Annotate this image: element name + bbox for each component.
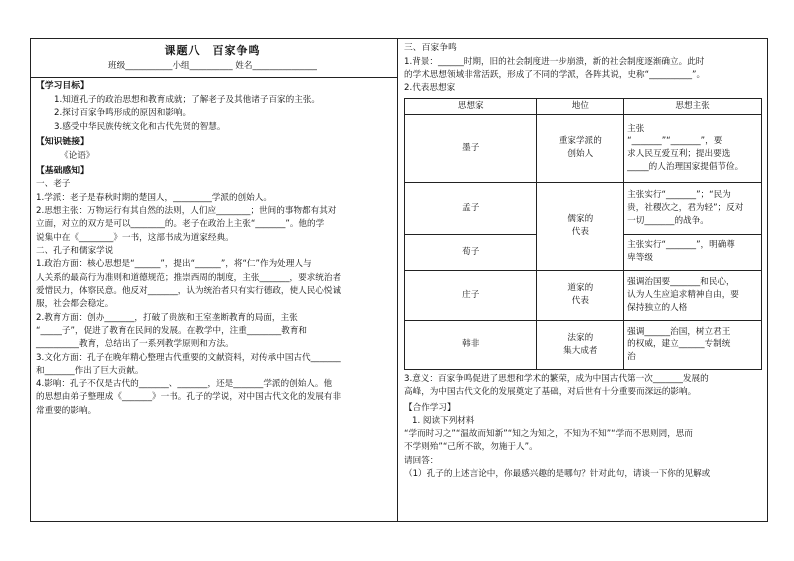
status-line: 重家学派的 xyxy=(558,136,602,147)
significance-line: 3.意义：百家争鸣促进了思想和学术的繁荣，成为中国古代第一次_______发展的 xyxy=(404,373,709,384)
coop-heading: 【合作学习】 xyxy=(404,402,456,413)
kongzi-line: 的思想由弟子整理成《_______》一书。孔子的学说，对中国古代文化的发展有非 xyxy=(36,392,342,403)
page-title: 课题八 百家争鸣 xyxy=(164,44,261,57)
baijia-heading: 三、百家争鸣 xyxy=(404,43,457,53)
background-line: 1.背景：______时期，旧的社会制度进一步崩溃，新的社会制度逐渐确立。此时 xyxy=(404,56,705,67)
kongzi-heading: 二、孔子和儒家学说 xyxy=(36,246,114,257)
thinker-status xyxy=(537,270,624,320)
status-line: 代表 xyxy=(571,296,589,307)
worksheet-page xyxy=(30,38,768,522)
thinkers-table xyxy=(404,98,762,370)
thinker-name: 孟子 xyxy=(405,182,537,234)
thinker-name: 墨子 xyxy=(405,114,537,182)
goal-item: 2.探讨百家争鸣形成的原因和影响。 xyxy=(54,108,192,119)
ideas-line: _____的人治理国家提倡节俭。 xyxy=(627,162,744,173)
table-header-cell: 思想主张 xyxy=(624,98,762,114)
ideas-line: 卑等级 xyxy=(627,253,653,264)
question-prompt: 请回答： xyxy=(404,455,439,466)
ideas-line: 求人民互爱互利；提出要选 xyxy=(627,149,731,160)
thinker-ideas xyxy=(624,320,762,369)
student-info-line: 班级___________小组__________ 姓名_______________ xyxy=(108,61,317,72)
link-heading: 【知识链接】 xyxy=(36,136,89,147)
thinker-status xyxy=(537,114,624,182)
table-row xyxy=(405,114,762,182)
table-header-row xyxy=(405,98,762,114)
ideas-line: 强调______治国，树立君王 xyxy=(627,326,731,337)
thinker-name: 荀子 xyxy=(405,234,537,270)
thinker-ideas xyxy=(624,234,762,270)
goal-item: 1.知道孔子的政治思想和教育成就；了解老子及其他诸子百家的主张。 xyxy=(54,94,321,105)
quote-line: 不学则殆”“己所不欲，勿施于人”。 xyxy=(404,442,538,453)
kongzi-line: 爱惜民力，体察民意。他反对_______，认为统治者只有实行德政，使人民心悦诚 xyxy=(36,285,342,296)
status-line: 法家的 xyxy=(567,332,594,343)
ideas-line: “_______”“_______”，要 xyxy=(627,136,723,147)
kongzi-line: 服，社会都会稳定。 xyxy=(36,299,114,310)
status-line: 创始人 xyxy=(567,149,594,160)
laozi-line: 立面，对立的双方是可以________的。老子在政治上主张“_______”。他的学 xyxy=(36,219,325,230)
laozi-line: 说集中在《________》一书，这部书成为道家经典。 xyxy=(36,232,234,243)
left-column xyxy=(31,39,398,521)
kongzi-line: 2.教育方面：创办_______，打破了贵族和王室垄断教育的局面，主张 xyxy=(36,312,298,323)
thinker-ideas xyxy=(624,182,762,234)
kongzi-line: 4.影响：孔子不仅是古代的_______、_______，还是_______学派的创始人。他 xyxy=(36,379,333,390)
background-line: 的学术思想领域非常活跃，形成了不同的学派，各阵其说，史称“__________”。 xyxy=(404,69,706,80)
status-line: 儒家的 xyxy=(567,214,594,225)
thinker-name: 韩非 xyxy=(405,320,537,369)
ideas-line: 强调治国要_______和民心， xyxy=(627,277,735,288)
thinker-status xyxy=(537,182,624,270)
laozi-line: 1.学派：老子是春秋时期的楚国人，_________学派的创始人。 xyxy=(36,192,272,203)
kongzi-line: __________教育，总结出了一系列教学原则和方法。 xyxy=(36,339,234,350)
table-row xyxy=(405,320,762,369)
table-header-cell: 地位 xyxy=(537,98,624,114)
ideas-line: 治 xyxy=(627,352,636,363)
kongzi-line: 1.政治方面：核心思想是“______”，提出“______”，将“仁”作为处理人与 xyxy=(36,259,312,270)
status-line: 集大成者 xyxy=(563,345,598,356)
status-line: 道家的 xyxy=(567,283,594,294)
table-row xyxy=(405,182,762,234)
quote-line: “学而时习之”“温故而知新”“知之为知之，不知为不知”“学而不思则罔，思而 xyxy=(404,429,693,440)
thinker-ideas xyxy=(624,270,762,320)
divider xyxy=(31,77,397,78)
goal-item: 3.感受中华民族传统文化和古代先贤的智慧。 xyxy=(54,121,226,132)
right-column xyxy=(398,39,767,521)
thinker-name: 庄子 xyxy=(405,270,537,320)
ideas-line: 主张 xyxy=(627,123,645,134)
ideas-line: 主张实行“_______”；“民为 xyxy=(627,190,731,201)
ideas-line: 保持独立的人格 xyxy=(627,302,688,313)
goals-heading: 【学习目标】 xyxy=(36,81,89,92)
significance xyxy=(404,373,763,400)
question-line: （1）孔子的上述言论中，你最感兴趣的是哪句？针对此句，请谈一下你的见解或 xyxy=(404,469,711,480)
ideas-line: 一切_______的战争。 xyxy=(627,215,709,226)
laozi-heading: 一、老子 xyxy=(36,179,71,190)
ideas-line: 贵，社稷次之，君为轻”；反对 xyxy=(627,202,744,213)
laozi-line: 2.思想主张：万物运行有其自然的法则，人们应________；世间的事物都有其对 xyxy=(36,206,337,217)
thinker-status xyxy=(537,320,624,369)
basic-heading: 【基础感知】 xyxy=(36,165,89,176)
status-line: 代表 xyxy=(571,227,589,238)
link-item: 《论语》 xyxy=(60,150,95,161)
table-header-cell: 思想家 xyxy=(405,98,537,114)
reps-heading: 2.代表思想家 xyxy=(404,83,456,94)
significance-line: 高峰，为中国古代文化的发展奠定了基础，对后世有十分重要而深远的影响。 xyxy=(404,387,697,398)
kongzi-line: 和_______作出了巨大贡献。 xyxy=(36,365,144,376)
thinker-ideas xyxy=(624,114,762,182)
kongzi-line: 3.文化方面：孔子在晚年精心整理古代重要的文献资料，对传承中国古代_______ xyxy=(36,352,341,363)
ideas-line: 认为人生应追求精神自由，要 xyxy=(627,289,739,300)
ideas-line: 的权威，建立______专制统 xyxy=(627,339,731,350)
ideas-line: 主张实行“_______”，明确尊 xyxy=(627,240,735,251)
kongzi-line: 常重要的影响。 xyxy=(36,405,97,416)
coop-item: 1. 阅读下列材料 xyxy=(412,415,475,426)
table-row xyxy=(405,270,762,320)
kongzi-line: “_____子”，促进了教育在民间的发展。在教学中，注重________教育和 xyxy=(36,325,308,336)
kongzi-line: 人关系的最高行为准则和道德规范；推崇西周的制度，主张_______，要求统治者 xyxy=(36,272,342,283)
